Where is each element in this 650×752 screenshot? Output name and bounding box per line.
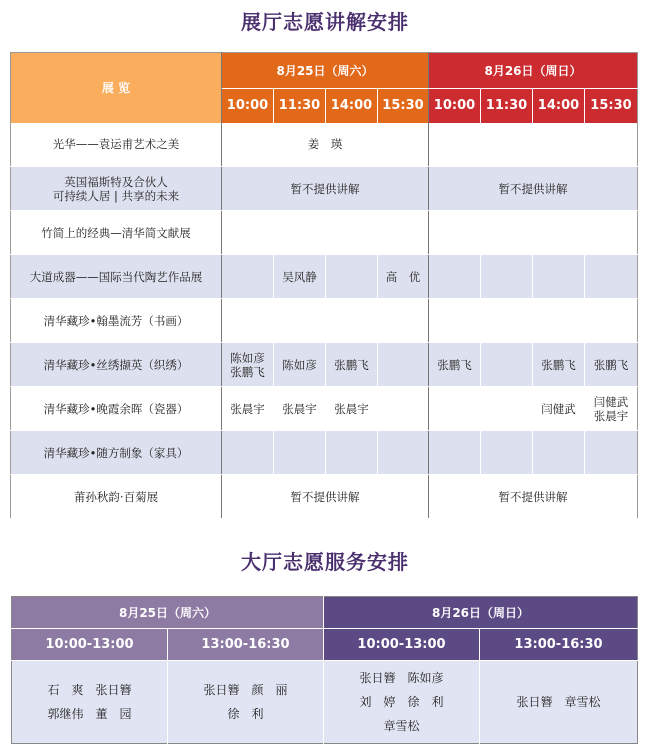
- guide-cell: 暂不提供讲解: [222, 475, 429, 519]
- time-header: 11:30: [481, 89, 533, 123]
- day2-header: 8月26日（周日）: [324, 597, 638, 629]
- guide-cell: 张鹏飞: [585, 343, 638, 387]
- guide-cell: [222, 255, 274, 299]
- time-header: 10:00: [222, 89, 274, 123]
- volunteer-cell: 张日簪 颜 丽 徐 利: [168, 661, 324, 744]
- time-header: 14:00: [533, 89, 585, 123]
- table-row: [11, 299, 638, 343]
- guide-cell: 暂不提供讲解: [222, 167, 429, 211]
- exhibit-name: 英国福斯特及合伙人 可持续人居 | 共享的未来: [11, 167, 222, 211]
- guide-cell: [585, 431, 638, 475]
- volunteer-cell: 张日簪 章雪松: [480, 661, 638, 744]
- guide-cell: [481, 431, 533, 475]
- exhibit-name: 清华藏珍•随方制象（家具）: [11, 431, 222, 475]
- guide-cell: 闫健武 张晨宇: [585, 387, 638, 431]
- guide-cell: [326, 255, 378, 299]
- guide-cell: [429, 255, 481, 299]
- guide-cell: [378, 387, 429, 431]
- hall-service-table: [11, 596, 638, 744]
- exhibit-name: 清华藏珍•丝绣撷英（织绣）: [11, 343, 222, 387]
- slot-header: 10:00-13:00: [12, 629, 168, 661]
- exhibit-guide-table: [10, 52, 638, 519]
- guide-cell: 张鹏飞: [326, 343, 378, 387]
- exhibit-name: 清华藏珍•翰墨流芳（书画）: [11, 299, 222, 343]
- guide-cell: 高 优: [378, 255, 429, 299]
- time-header: 15:30: [585, 89, 638, 123]
- exhibit-name: 大道成器——国际当代陶艺作品展: [11, 255, 222, 299]
- table-row: [11, 255, 638, 299]
- guide-cell: 闫健武: [533, 387, 585, 431]
- guide-cell: [222, 431, 274, 475]
- slot-header: 13:00-16:30: [480, 629, 638, 661]
- guide-cell: 吴风静: [274, 255, 326, 299]
- day1-header: 8月25日（周六）: [12, 597, 324, 629]
- guide-cell: 张鹏飞: [533, 343, 585, 387]
- guide-cell: [533, 255, 585, 299]
- table-row: [11, 211, 638, 255]
- exhibit-name: 竹简上的经典—清华简文献展: [11, 211, 222, 255]
- guide-cell: [274, 431, 326, 475]
- guide-cell: 姜 瑛: [222, 123, 429, 167]
- time-header: 10:00: [429, 89, 481, 123]
- volunteer-cell: 张日簪 陈如彦 刘 婷 徐 利 章雪松: [324, 661, 480, 744]
- exhibit-name: 清华藏珍•晚霞余晖（瓷器）: [11, 387, 222, 431]
- volunteer-cell: 石 爽 张日簪 郭继伟 董 园: [12, 661, 168, 744]
- time-header: 14:00: [326, 89, 378, 123]
- guide-cell: [222, 211, 429, 255]
- day1-header: 8月25日（周六）: [222, 53, 429, 89]
- guide-cell: [429, 123, 638, 167]
- guide-cell: 陈如彦 张鹏飞: [222, 343, 274, 387]
- guide-cell: [378, 431, 429, 475]
- guide-cell: [222, 299, 429, 343]
- table-row: [11, 431, 638, 475]
- guide-cell: 暂不提供讲解: [429, 475, 638, 519]
- table-row: [11, 123, 638, 167]
- guide-cell: [429, 211, 638, 255]
- slot-header: 13:00-16:30: [168, 629, 324, 661]
- guide-cell: 暂不提供讲解: [429, 167, 638, 211]
- exhibit-name: 莆孙秋韵·百菊展: [11, 475, 222, 519]
- guide-cell: [429, 431, 481, 475]
- table-row: [11, 167, 638, 211]
- slot-header: 10:00-13:00: [324, 629, 480, 661]
- guide-cell: [585, 255, 638, 299]
- table-row: [11, 387, 638, 431]
- exhibit-column-header: 展 览: [11, 53, 222, 123]
- table-row: [11, 343, 638, 387]
- hall-service-title: 大厅志愿服务安排: [241, 550, 409, 574]
- time-header: 15:30: [378, 89, 429, 123]
- guide-cell: [481, 255, 533, 299]
- guide-cell: [481, 343, 533, 387]
- exhibit-name: 光华——袁运甫艺术之美: [11, 123, 222, 167]
- guide-cell: [429, 299, 638, 343]
- guide-cell: 张晨宇: [222, 387, 274, 431]
- time-header: 11:30: [274, 89, 326, 123]
- guide-cell: 张晨宇: [326, 387, 378, 431]
- guide-cell: [326, 431, 378, 475]
- guide-cell: 陈如彦: [274, 343, 326, 387]
- table-row: [12, 661, 638, 744]
- table-row: [11, 475, 638, 519]
- day2-header: 8月26日（周日）: [429, 53, 638, 89]
- guide-cell: 张晨宇: [274, 387, 326, 431]
- exhibit-schedule-title: 展厅志愿讲解安排: [241, 10, 409, 34]
- guide-cell: [429, 387, 481, 431]
- guide-cell: 张鹏飞: [429, 343, 481, 387]
- guide-cell: [533, 431, 585, 475]
- guide-cell: [481, 387, 533, 431]
- guide-cell: [378, 343, 429, 387]
